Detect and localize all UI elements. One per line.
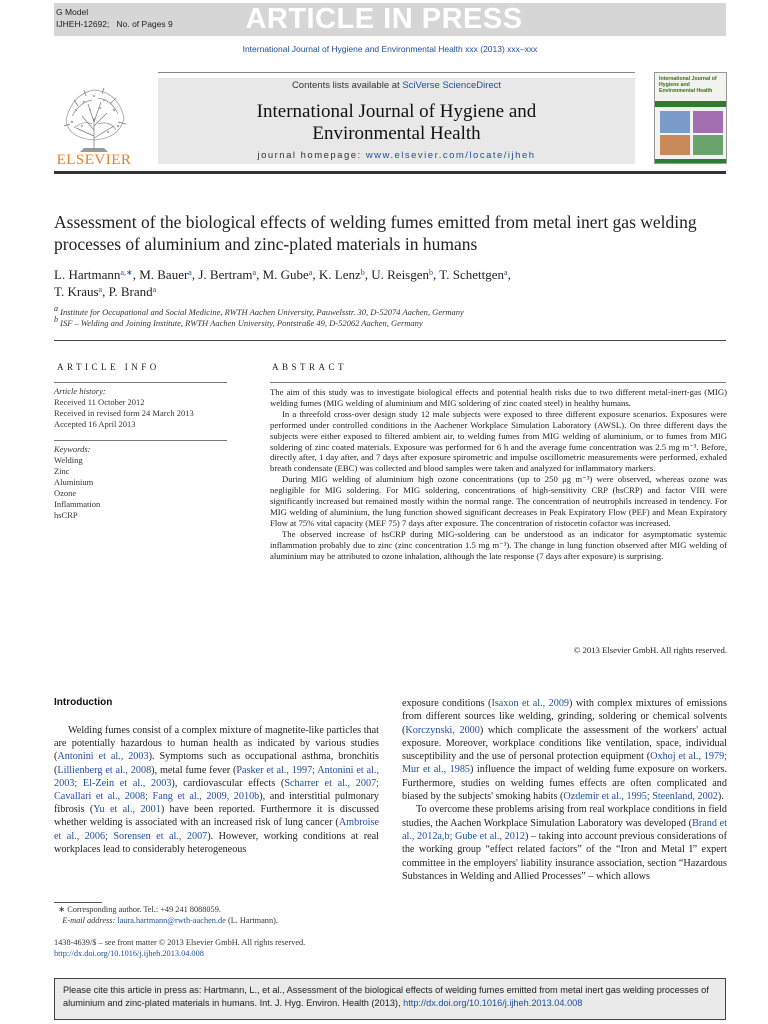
journal-reference-link[interactable]: International Journal of Hygiene and Environmental Health xxx (2013) xxx–xxx (242, 44, 538, 54)
header-rule-bottom (54, 171, 726, 174)
affiliation-mark: a (54, 304, 58, 313)
section-rule (54, 340, 726, 341)
abstract-paragraph: The aim of this study was to investigate biological effects and potential health risks due to two different metal-inert-gas (MIG) welding fumes (MIG welding of aluminium and MIG soldering of zinc coated steel) in healthy humans. (270, 387, 727, 408)
body-text-run: Welding fumes consist of a complex mixture of magnetite-like particles that are potentially hazardous to human health as indicated by various studies ( (54, 725, 379, 763)
body-text-run: ), cardiovascular effects ( (171, 777, 285, 789)
article-info-rule-2 (54, 440, 227, 441)
body-paragraph (402, 803, 727, 883)
keyword-item: Inflammation (54, 499, 101, 509)
author-affiliation-mark[interactable]: b (429, 268, 434, 277)
article-info-heading: ARTICLE INFO (57, 362, 160, 372)
journal-homepage (158, 150, 635, 161)
citation-box (54, 978, 726, 1020)
citation-link[interactable]: Antonini et al., 2003 (57, 751, 149, 763)
keywords-label: Keywords: (54, 444, 91, 454)
sciencedirect-link[interactable]: SciVerse ScienceDirect (402, 80, 502, 91)
journal-title-line-2: Environmental Health (312, 123, 481, 144)
author-name[interactable]: P. Brand (108, 284, 153, 299)
author-separator: , (191, 267, 199, 282)
page-count: No. of Pages 9 (116, 19, 173, 29)
copyright-notice: © 2013 Elsevier GmbH. All rights reserved. (573, 645, 727, 655)
introduction-heading: Introduction (54, 697, 113, 708)
corresponding-author (54, 904, 384, 915)
author-separator: , (256, 267, 263, 282)
history-label: Article history: (54, 386, 106, 396)
abstract-rule (270, 382, 726, 383)
author-separator: , (364, 267, 372, 282)
corresponding-mark: ∗ (58, 905, 66, 914)
keyword-item: hsCRP (54, 510, 78, 520)
body-text-run: ). (717, 791, 724, 803)
author-name[interactable]: J. Bertram (198, 267, 253, 282)
article-history (54, 386, 234, 430)
author-affiliation-mark[interactable]: b (360, 268, 365, 277)
footnote (54, 904, 384, 926)
abstract-paragraph: During MIG welding of aluminium high ozone concentrations (up to 250 μg m⁻³) were observed, whereas ozone was negligible for MIG soldering. For MIG soldering, concentrations of high-sensitivity CRP (hsCRP) and factor VIII were significantly increased but remained mostly within the normal range. The concentration of neutrophils increased in tendency. For MIG welding of aluminium, the lung function showed significant decreases in Peak Expiratory Flow (PEF) and Mean Expiratory Flow at 75% vital capacity (MEF 75) 7 days after exposure. The concentration of ristocetin cofactor was increased. (270, 474, 727, 528)
body-text-run: ) – taking into account previous considerations of the working group “effect related factors” of the “Iron and Metal I” expert committee in the employers' liability insurance association, section “Hazardous Substances in Welding and Allied Processes” – which allows (402, 830, 727, 882)
author-name[interactable]: T. Kraus (54, 284, 99, 299)
citation-link[interactable]: Scharrer et al., 2007; Cavallari et al., 2008; Fang et al., 2009, 2010b (54, 777, 380, 803)
footnote-rule (54, 902, 102, 903)
author-affiliation-mark[interactable]: a (98, 285, 103, 294)
body-text-run: ) with complex mixtures of emissions from different sources like welding, grinding, soldering or chemical solvents ( (402, 698, 727, 736)
author-name[interactable]: T. Schettgen (439, 267, 505, 282)
author-separator: , (507, 267, 511, 282)
body-text-run: ) which complicate the assessment of the workers' actual exposure. Moreover, workplace conditions like ventilation, space, individual susceptibility and the use of personal protection equipment ( (402, 724, 727, 763)
citation-text: Please cite this article in press as: Hartmann, L., et al., Assessment of the biological effects of welding fumes emitted from metal inert gas welding processes of aluminium and zinc-plated materials in humans. Int. J. Hyg. Environ. Health (2013), (63, 985, 709, 1008)
body-paragraph (402, 697, 727, 803)
body-text-run: ). Symptoms such as occupational asthma, bronchitis ( (54, 751, 379, 776)
body-column-right (402, 697, 727, 883)
corresponding-text: Corresponding author. Tel.: +49 241 8088059. (67, 905, 221, 914)
keyword-item: Zinc (54, 466, 70, 476)
author-affiliation-mark[interactable]: a (188, 268, 192, 277)
affiliation-mark: b (54, 315, 58, 324)
elsevier-wordmark: ELSEVIER (56, 152, 132, 168)
affiliation-text: Institute for Occupational and Social Medicine, RWTH Aachen University, Pauwelsstr. 30, D-52074 Aachen, Germany (58, 307, 464, 317)
author-name[interactable]: L. Hartmann (54, 267, 121, 282)
author-separator: , (132, 267, 140, 282)
citation-doi-link[interactable]: http://dx.doi.org/10.1016/j.ijheh.2013.04.008 (403, 998, 583, 1008)
body-text-run: ), metal fume fever ( (151, 764, 237, 776)
email-label: E-mail address: (62, 916, 116, 925)
author-separator: , (433, 267, 440, 282)
author-name[interactable]: M. Bauer (139, 267, 189, 282)
article-title: Assessment of the biological effects of welding fumes emitted from metal inert gas welding processes of aluminium and zinc-plated materials in humans (54, 212, 697, 254)
author-affiliation-mark[interactable]: a (308, 268, 313, 277)
issn-line: 1438-4639/$ – see front matter © 2013 Elsevier GmbH. All rights reserved. (54, 938, 306, 947)
author-list (54, 266, 734, 300)
ms-pages (56, 18, 173, 30)
keyword-item: Ozone (54, 488, 77, 498)
abstract-text (270, 387, 727, 562)
manuscript-info (56, 6, 173, 30)
abstract-heading: ABSTRACT (272, 362, 348, 372)
history-revised: Received in revised form 24 March 2013 (54, 408, 194, 418)
body-text-run: ), and interstitial pulmonary fibrosis ( (54, 791, 380, 816)
email-suffix: (L. Hartmann). (227, 916, 278, 925)
affiliation-line (54, 315, 734, 329)
citation-link[interactable]: Ambroise et al., 2006; Sorensen et al., 2007 (54, 817, 379, 842)
author-separator: , (102, 284, 109, 299)
abstract-paragraph: In a threefold cross-over design study 12 male subjects were exposed to three different exposure scenarios. Exposures were performed under controlled conditions in the Aachener Workplace Simulation Laboratory (AWSL). On three different days the subjects were either exposed to filtered ambient air, to welding fumes from MIG welding of aluminium, or to fumes from MIG soldering of zinc coated materials. Exposure was performed for 6 h and the average fume concentration was 2.5 mg m⁻³. Before, directly after, 1 day after, and 7 days after exposure spirometric and impulse oscillometric measurements were performed, exhaled breath condensate (EBC) was collected and blood samples were taken and analyzed for inflammatory markers. (270, 408, 727, 474)
citation-link[interactable]: Ozdemir et al., 1995; Steenland, 2002 (563, 791, 718, 803)
ms-id: IJHEH-12692; (56, 19, 110, 29)
keyword-item: Aluminium (54, 477, 94, 487)
author-name[interactable]: M. Gube (262, 267, 309, 282)
doi-link[interactable]: http://dx.doi.org/10.1016/j.ijheh.2013.04.008 (54, 949, 204, 958)
author-name[interactable]: U. Reisgen (371, 267, 430, 282)
contents-prefix: Contents lists available at (291, 80, 400, 91)
email-link[interactable]: laura.hartmann@rwth-aachen.de (117, 916, 226, 925)
body-text-run: ). However, working conditions at real workplaces lead to considerably heterogeneous (54, 830, 380, 855)
body-text-run: exposure conditions ( (402, 698, 492, 709)
citation-link[interactable]: Yu et al., 2001 (93, 804, 161, 816)
email-line (54, 915, 384, 926)
history-accepted: Accepted 16 April 2013 (54, 419, 136, 429)
keywords (54, 444, 234, 521)
author-separator: , (312, 267, 319, 282)
citation-link[interactable]: Isaxon et al., 2009 (491, 698, 570, 709)
article-info-rule-1 (54, 382, 227, 383)
citation-link[interactable]: Brand et al., 2012a,b; Gube et al., 2012 (402, 817, 727, 842)
abstract-paragraph: The observed increase of hsCRP during MIG-soldering can be understood as an indicator for asymptomatic systemic inflammation probably due to zinc (zinc concentration 1.5 mg m⁻³). The change in lung function observed after MIG welding of aluminium may be attributed to ozone inhalation, although the late response (7 days after exposure) is surprising. (270, 528, 727, 561)
homepage-link[interactable]: www.elsevier.com/locate/ijheh (365, 150, 536, 161)
article-in-press-label: ARTICLE IN PRESS (245, 3, 523, 35)
issn-block (54, 937, 384, 959)
affiliation-text: ISF – Welding and Joining Institute, RWTH Aachen University, Pontstraße 49, D-52062 Aachen, Germany (58, 318, 423, 328)
citation-link[interactable]: Lillienberg et al., 2008 (57, 764, 152, 776)
author-affiliation-mark[interactable]: a (252, 268, 257, 277)
keyword-item: Welding (54, 455, 83, 465)
affiliation-line (54, 304, 734, 318)
header-rule-top (158, 72, 635, 73)
body-text-run: ) have been reported. Furthermore it is discussed whether welding is associated with an increased risk of lung cancer ( (54, 804, 379, 829)
gmodel-label: G Model (56, 7, 89, 17)
author-affiliation-mark[interactable]: a,∗ (120, 268, 133, 277)
affiliations (54, 304, 734, 329)
author-name[interactable]: K. Lenz (318, 267, 361, 282)
body-column-left (54, 724, 379, 856)
body-paragraph (54, 724, 379, 856)
citation-link[interactable]: Korczynski, 2000 (405, 724, 480, 736)
homepage-prefix: journal homepage: (257, 150, 362, 161)
citation-link[interactable]: Oxhoj et al., 1979; Mur et al., 1985 (402, 751, 727, 776)
journal-title-line-1: International Journal of Hygiene and (256, 101, 537, 122)
cover-title: International Journal of Hygiene and Environmental Health (659, 76, 717, 94)
journal-cover-thumbnail[interactable] (654, 72, 727, 164)
contents-line (158, 80, 635, 91)
citation-link[interactable]: Pasker et al., 1997; Antonini et al., 2003; El-Zein et al., 2003 (54, 764, 379, 789)
history-received: Received 11 October 2012 (54, 397, 145, 407)
body-text-run: To overcome these problems arising from real workplace conditions in field studies, the Aachen Workplace Simulation Laboratory was developed ( (402, 804, 727, 829)
author-affiliation-mark[interactable]: a (152, 285, 157, 294)
journal-title (158, 101, 635, 145)
body-text-run: ) influence the impact of welding fume exposure on workers. Furthermore, studies on welding fumes effects are often complicated and biased by the subjects' smoking habits ( (402, 764, 727, 803)
author-affiliation-mark[interactable]: a (504, 268, 508, 277)
